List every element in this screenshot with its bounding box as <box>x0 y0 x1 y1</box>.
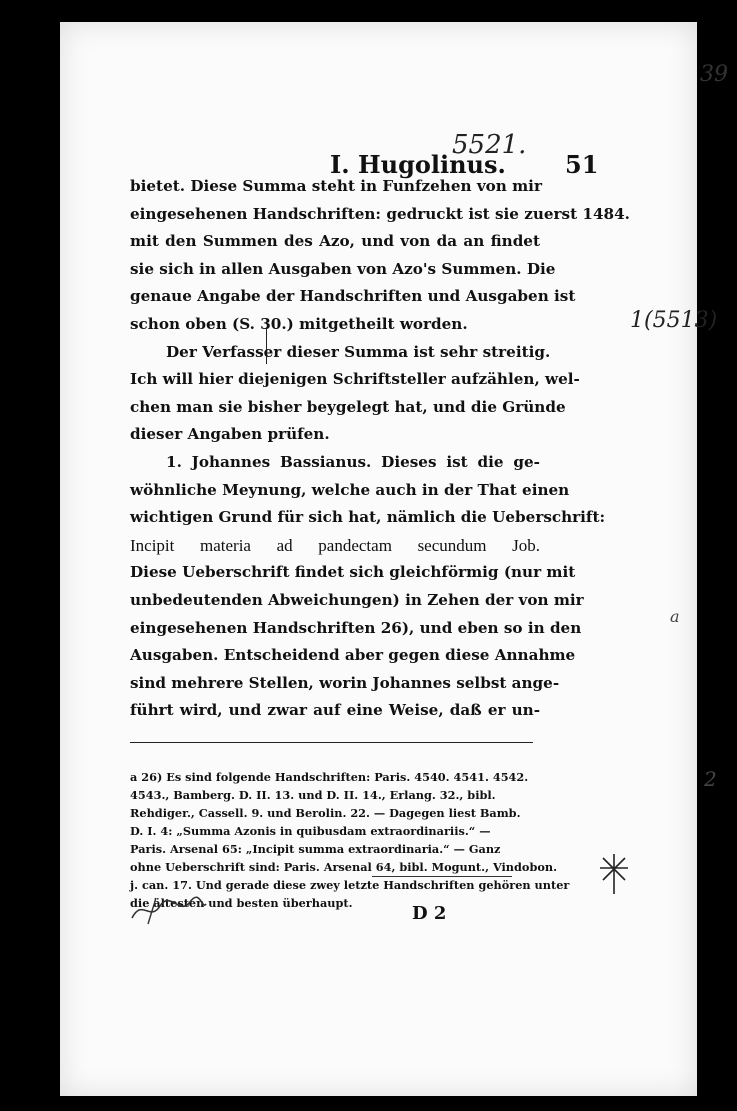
footnote-line: ohne Ueberschrift sind: Paris. Arsenal 64, bibl. Mogunt., Vindobon. <box>130 860 558 874</box>
footnote-line: Paris. Arsenal 65: „Incipit summa extraordinaria.“ — Ganz <box>130 842 501 856</box>
body-line: führt wird, und zwar auf eine Weise, daß er un- <box>130 701 540 720</box>
body-line: 1. Johannes Bassianus. Dieses ist die ge- <box>166 452 540 471</box>
footnote-line: die ältesten und besten überhaupt. <box>130 896 353 910</box>
footnote-line: j. can. 17. Und gerade diese zwey letzte Handschriften gehören unter <box>130 878 570 892</box>
body-line: Der Verfasser dieser Summa ist sehr streitig. <box>166 342 551 361</box>
margin-note-small: a <box>670 607 680 626</box>
sheet-signature: D 2 <box>412 903 447 924</box>
handwritten-note-top: 5521. <box>452 130 527 160</box>
body-line: chen man sie bisher beygelegt hat, und die Gründe <box>130 397 566 416</box>
footnote-line: Rehdiger., Cassell. 9. und Berolin. 22. — Dagegen liest Bamb. <box>130 806 521 820</box>
body-line: schon oben (S. 30.) mitgetheilt worden. <box>130 314 468 333</box>
body-line: eingesehenen Handschriften 26), und eben so in den <box>130 618 582 637</box>
handwritten-strike <box>372 876 512 877</box>
body-line: Ausgaben. Entscheidend aber gegen diese Annahme <box>130 646 576 665</box>
body-text <box>130 173 630 725</box>
folio-number: 39 <box>700 62 728 87</box>
page-number: 51 <box>565 150 599 179</box>
body-line: mit den Summen des Azo, und von da an findet <box>130 232 540 251</box>
body-line: eingesehenen Handschriften: gedruckt ist sie zuerst 1484. <box>130 204 630 223</box>
body-line: wichtigen Grund für sich hat, nämlich die Ueberschrift: <box>130 508 606 527</box>
handwritten-scribble-icon <box>128 888 208 928</box>
body-line: wöhnliche Meynung, welche auch in der That einen <box>130 480 570 499</box>
body-line: sind mehrere Stellen, worin Johannes selbst ange- <box>130 673 560 692</box>
running-title: I. Hugolinus. <box>330 150 506 179</box>
body-line: Diese Ueberschrift findet sich gleichförmig (nur mit <box>130 563 576 582</box>
margin-note-lower: 2 <box>704 767 717 791</box>
footnote-rule <box>130 742 533 743</box>
handwritten-star-icon <box>596 850 632 898</box>
body-line: Ich will hier diejenigen Schriftsteller aufzählen, wel- <box>130 370 580 389</box>
footnote-line: a 26) Es sind folgende Handschriften: Paris. 4540. 4541. 4542. <box>130 770 529 784</box>
body-line: Incipit materia ad pandectam secundum Job. <box>130 535 540 555</box>
margin-note-right: 1(5513) <box>630 308 718 333</box>
body-line: genaue Angabe der Handschriften und Ausgaben ist <box>130 287 576 306</box>
body-line: dieser Angaben prüfen. <box>130 425 330 444</box>
body-line: bietet. Diese Summa steht in Funfzehen von mir <box>130 177 542 195</box>
body-line: unbedeutenden Abweichungen) in Zehen der von mir <box>130 590 584 609</box>
body-line: sie sich in allen Ausgaben von Azo's Summen. Die <box>130 259 556 278</box>
footnote-line: 4543., Bamberg. D. II. 13. und D. II. 14., Erlang. 32., bibl. <box>130 788 496 802</box>
footnote-line: D. I. 4: „Summa Azonis in quibusdam extraordinariis.“ — <box>130 824 491 838</box>
